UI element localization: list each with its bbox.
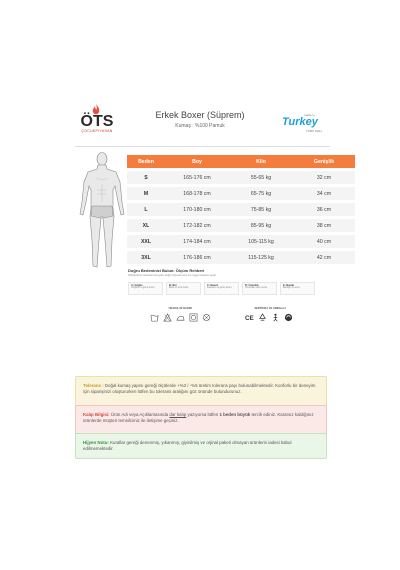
weight-cell: 105-115 kg: [229, 235, 293, 248]
width-cell: 40 cm: [293, 235, 355, 248]
fit-text-a: Ürün Adı veya Açıklamasında: [110, 412, 169, 417]
brand-tagline: ÇOCUKPIYASAN: [81, 129, 113, 133]
width-cell: 34 cm: [293, 187, 355, 200]
tidyman-icon: [271, 313, 280, 322]
col-beden: Beden: [127, 155, 165, 168]
wash-30-icon: [150, 313, 159, 322]
header-divider: [75, 146, 330, 147]
guide-box-heading: D: Uzunluk: [245, 284, 259, 287]
green-dot-icon: [284, 313, 293, 322]
width-cell: 42 cm: [293, 251, 355, 264]
fit-text-b: yazıyorsa lütfen: [187, 412, 219, 417]
guide-subtitle: Ölçülerinizi vücudunuza göre doğru ölçerek size en uygun bedeni seçin.: [128, 273, 217, 277]
size-cell: 3XL: [127, 251, 165, 264]
table-row: [127, 171, 355, 184]
width-cell: 36 cm: [293, 203, 355, 216]
tolerance-text: Doğal kumaş yapısı gereği ölçülerde +%3 / -%5 üretim tolerans payı bulunabilmektedir. Konforlu bir deneyim için siparişinizi oluştururken lütfen bu tolerans aralığını göz önünde bulundurunuz.: [83, 383, 316, 395]
body-figure-icon: [76, 150, 128, 272]
no-dry-clean-icon: [202, 313, 211, 322]
col-kilo: Kilo: [229, 155, 293, 168]
size-cell: XXL: [127, 235, 165, 248]
guide-boxes: [128, 282, 315, 295]
guide-box-heading: C: Basen: [207, 284, 219, 287]
weight-cell: 85-95 kg: [229, 219, 293, 232]
size-cell: XL: [127, 219, 165, 232]
svg-text:CE: CE: [245, 315, 254, 322]
recycle-icon: [258, 313, 267, 322]
guide-box-text: Omuzdan etek ucuna.: [245, 287, 268, 289]
guide-box-text: Kalçanın en geniş kısmı.: [207, 287, 233, 289]
product-title: Erkek Boxer (Süprem): [155, 110, 245, 120]
height-cell: 176-186 cm: [165, 251, 229, 264]
fit-text-underlined: dar kalıp: [169, 412, 187, 417]
origin-top: made in: [304, 113, 315, 117]
table-row: [127, 235, 355, 248]
guide-box-heading: B: Bel: [169, 284, 177, 287]
width-cell: 32 cm: [293, 171, 355, 184]
care-title: YIKAMA VE BAKIM: [168, 307, 192, 310]
height-cell: 168-178 cm: [165, 187, 229, 200]
ce-mark-icon: [245, 313, 254, 322]
width-cell: 38 cm: [293, 219, 355, 232]
brand-logo: [76, 104, 118, 134]
height-cell: 170-180 cm: [165, 203, 229, 216]
guide-box-text: Bacağın iç kısmı.: [283, 287, 301, 289]
size-table: [127, 152, 355, 267]
fit-text-c: tercih ediniz. Kararsız kaldığınız ürünlerde müşteri temsilcimiz ile iletişime geçiniz.: [83, 412, 314, 424]
tolerance-label: Tolerans :: [83, 383, 104, 388]
hygiene-label: Hijyen Notu:: [83, 440, 109, 445]
cert-title: SERTİFİKA VE AMBALAJ: [254, 307, 286, 310]
origin-country: Turkey: [282, 116, 318, 128]
fit-label: Kalıp Bilgisi:: [83, 412, 110, 417]
iron-icon: [176, 313, 185, 322]
guide-box-text: Göğsün en geniş kısmı.: [131, 287, 156, 289]
guide-title: Doğru Bedeninizi Bulun: Ölçüm Rehberi: [128, 268, 205, 273]
guide-box: [204, 282, 239, 295]
fit-text-bold: 1 beden büyük: [219, 412, 251, 417]
size-cell: S: [127, 171, 165, 184]
cert-icons: [245, 313, 293, 322]
height-cell: 165-176 cm: [165, 171, 229, 184]
guide-box-heading: A: Göğüs: [131, 284, 143, 287]
col-boy: Boy: [165, 155, 229, 168]
table-row: [127, 219, 355, 232]
col-genislik: Genişlik: [293, 155, 355, 168]
guide-box-heading: E: Basak: [283, 284, 294, 287]
hygiene-text: Kurallar gereği denenmiş, yıkanmış, giyinilmiş ve orjinal paketi olmayan ürünlerin iadesi kabul edilmemektedir.: [83, 440, 292, 452]
weight-cell: 75-85 kg: [229, 203, 293, 216]
made-in-turkey-badge: [282, 113, 322, 133]
tumble-dry-icon: [189, 313, 198, 322]
size-cell: L: [127, 203, 165, 216]
guide-box: [280, 282, 315, 295]
height-cell: 174-184 cm: [165, 235, 229, 248]
height-cell: 172-182 cm: [165, 219, 229, 232]
table-row: [127, 203, 355, 216]
guide-box-text: Belin en ince kısmı.: [169, 287, 189, 289]
weight-cell: 65-75 kg: [229, 187, 293, 200]
fit-note: [75, 405, 327, 436]
no-bleach-icon: [163, 313, 172, 322]
table-header-row: [127, 155, 355, 168]
hygiene-note: [75, 433, 327, 459]
origin-bottom: TÜRK MALI: [306, 129, 323, 133]
weight-cell: 115-125 kg: [229, 251, 293, 264]
fabric-info: Kumaş : %100 Pamuk: [175, 123, 225, 129]
weight-cell: 55-65 kg: [229, 171, 293, 184]
table-row: [127, 251, 355, 264]
brand-name: ÖTS: [80, 113, 114, 130]
guide-box: [128, 282, 163, 295]
size-cell: M: [127, 187, 165, 200]
guide-box: [242, 282, 277, 295]
table-row: [127, 187, 355, 200]
guide-box: [166, 282, 201, 295]
care-icons: [150, 313, 211, 322]
